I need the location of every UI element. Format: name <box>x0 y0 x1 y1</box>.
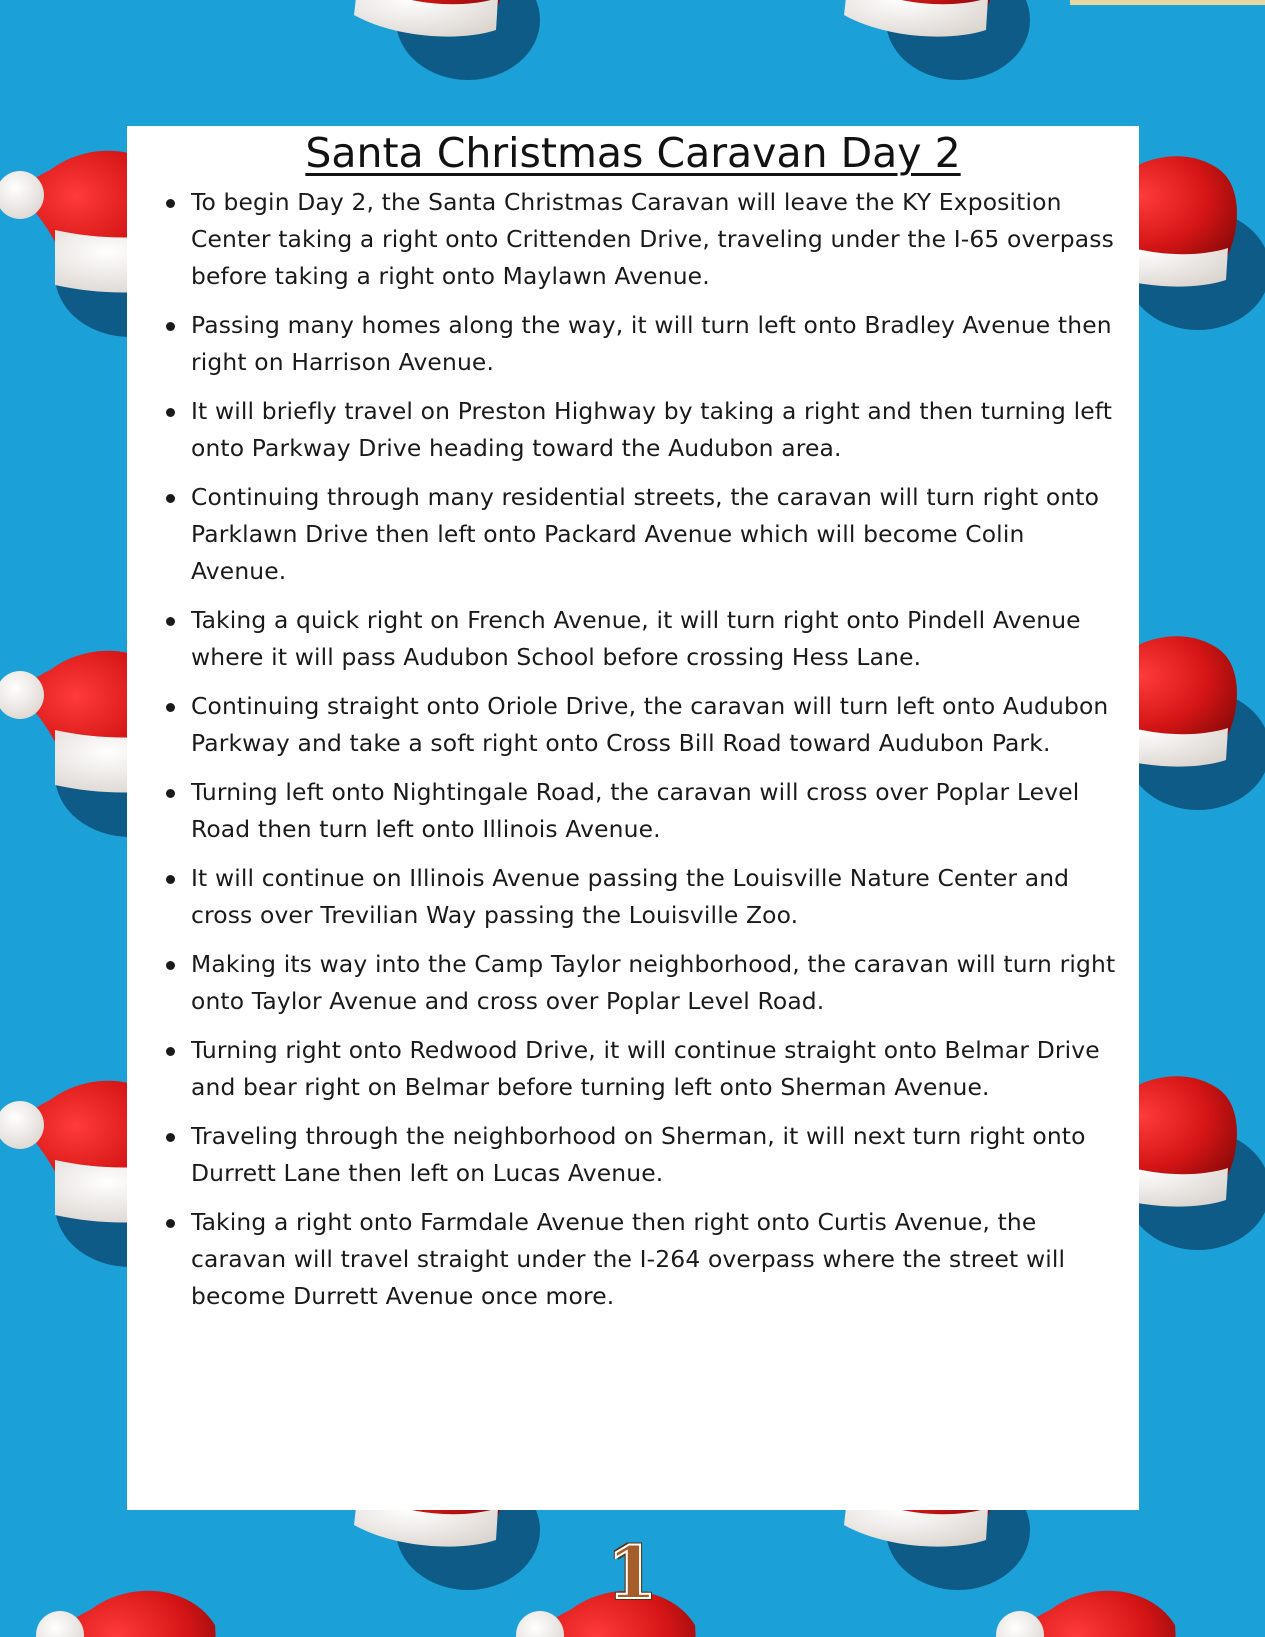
list-item-text: Taking a quick right on French Avenue, it will turn right onto Pindell Avenue where it will pass Audubon School before crossing Hess Lane. <box>191 606 1081 671</box>
list-item-text: Passing many homes along the way, it will turn left onto Bradley Avenue then right on Harrison Avenue. <box>191 311 1112 376</box>
list-item-text: Taking a right onto Farmdale Avenue then right onto Curtis Avenue, the caravan will travel straight under the I-264 overpass where the street will become Durrett Avenue once more. <box>191 1208 1066 1310</box>
page-title: Santa Christmas Caravan Day 2 <box>305 129 961 177</box>
list-item <box>127 774 1127 848</box>
list-item-text: Continuing straight onto Oriole Drive, the caravan will turn left onto Audubon Parkway and take a soft right onto Cross Bill Road toward Audubon Park. <box>191 692 1109 757</box>
page-number: 1 <box>606 1530 658 1615</box>
bullet-icon <box>166 617 175 626</box>
list-item <box>127 602 1127 676</box>
list-item-text: Turning right onto Redwood Drive, it will continue straight onto Belmar Drive and bear right on Belmar before turning left onto Sherman Avenue. <box>191 1036 1100 1101</box>
route-card <box>127 126 1139 1510</box>
list-item-text: It will briefly travel on Preston Highway by taking a right and then turning left onto Parkway Drive heading toward the Audubon area. <box>191 397 1113 462</box>
bullet-icon <box>166 875 175 884</box>
bullet-icon <box>166 408 175 417</box>
list-item <box>127 1032 1127 1106</box>
bullet-icon <box>166 789 175 798</box>
list-item-text: Turning left onto Nightingale Road, the caravan will cross over Poplar Level Road then turn left onto Illinois Avenue. <box>191 778 1080 843</box>
list-item <box>127 1204 1127 1315</box>
list-item <box>127 1118 1127 1192</box>
bullet-icon <box>166 199 175 208</box>
list-item <box>127 946 1127 1020</box>
list-item <box>127 688 1127 762</box>
list-item <box>127 184 1127 295</box>
list-item <box>127 307 1127 381</box>
bullet-icon <box>166 322 175 331</box>
route-list <box>127 184 1127 1327</box>
bullet-icon <box>166 1133 175 1142</box>
list-item <box>127 479 1127 590</box>
bullet-icon <box>166 1219 175 1228</box>
list-item-text: Traveling through the neighborhood on Sherman, it will next turn right onto Durrett Lane then left on Lucas Avenue. <box>191 1122 1086 1187</box>
list-item-text: Continuing through many residential streets, the caravan will turn right onto Parklawn Drive then left onto Packard Avenue which will become Colin Avenue. <box>191 483 1100 585</box>
bullet-icon <box>166 703 175 712</box>
list-item-text: To begin Day 2, the Santa Christmas Caravan will leave the KY Exposition Center taking a right onto Crittenden Drive, traveling under the I-65 overpass before taking a right onto Maylawn Avenue. <box>191 188 1114 290</box>
list-item <box>127 860 1127 934</box>
bullet-icon <box>166 1047 175 1056</box>
list-item-text: It will continue on Illinois Avenue passing the Louisville Nature Center and cross over Trevilian Way passing the Louisville Zoo. <box>191 864 1070 929</box>
bullet-icon <box>166 494 175 503</box>
list-item <box>127 393 1127 467</box>
list-item-text: Making its way into the Camp Taylor neighborhood, the caravan will turn right onto Taylor Avenue and cross over Poplar Level Road. <box>191 950 1116 1015</box>
bullet-icon <box>166 961 175 970</box>
